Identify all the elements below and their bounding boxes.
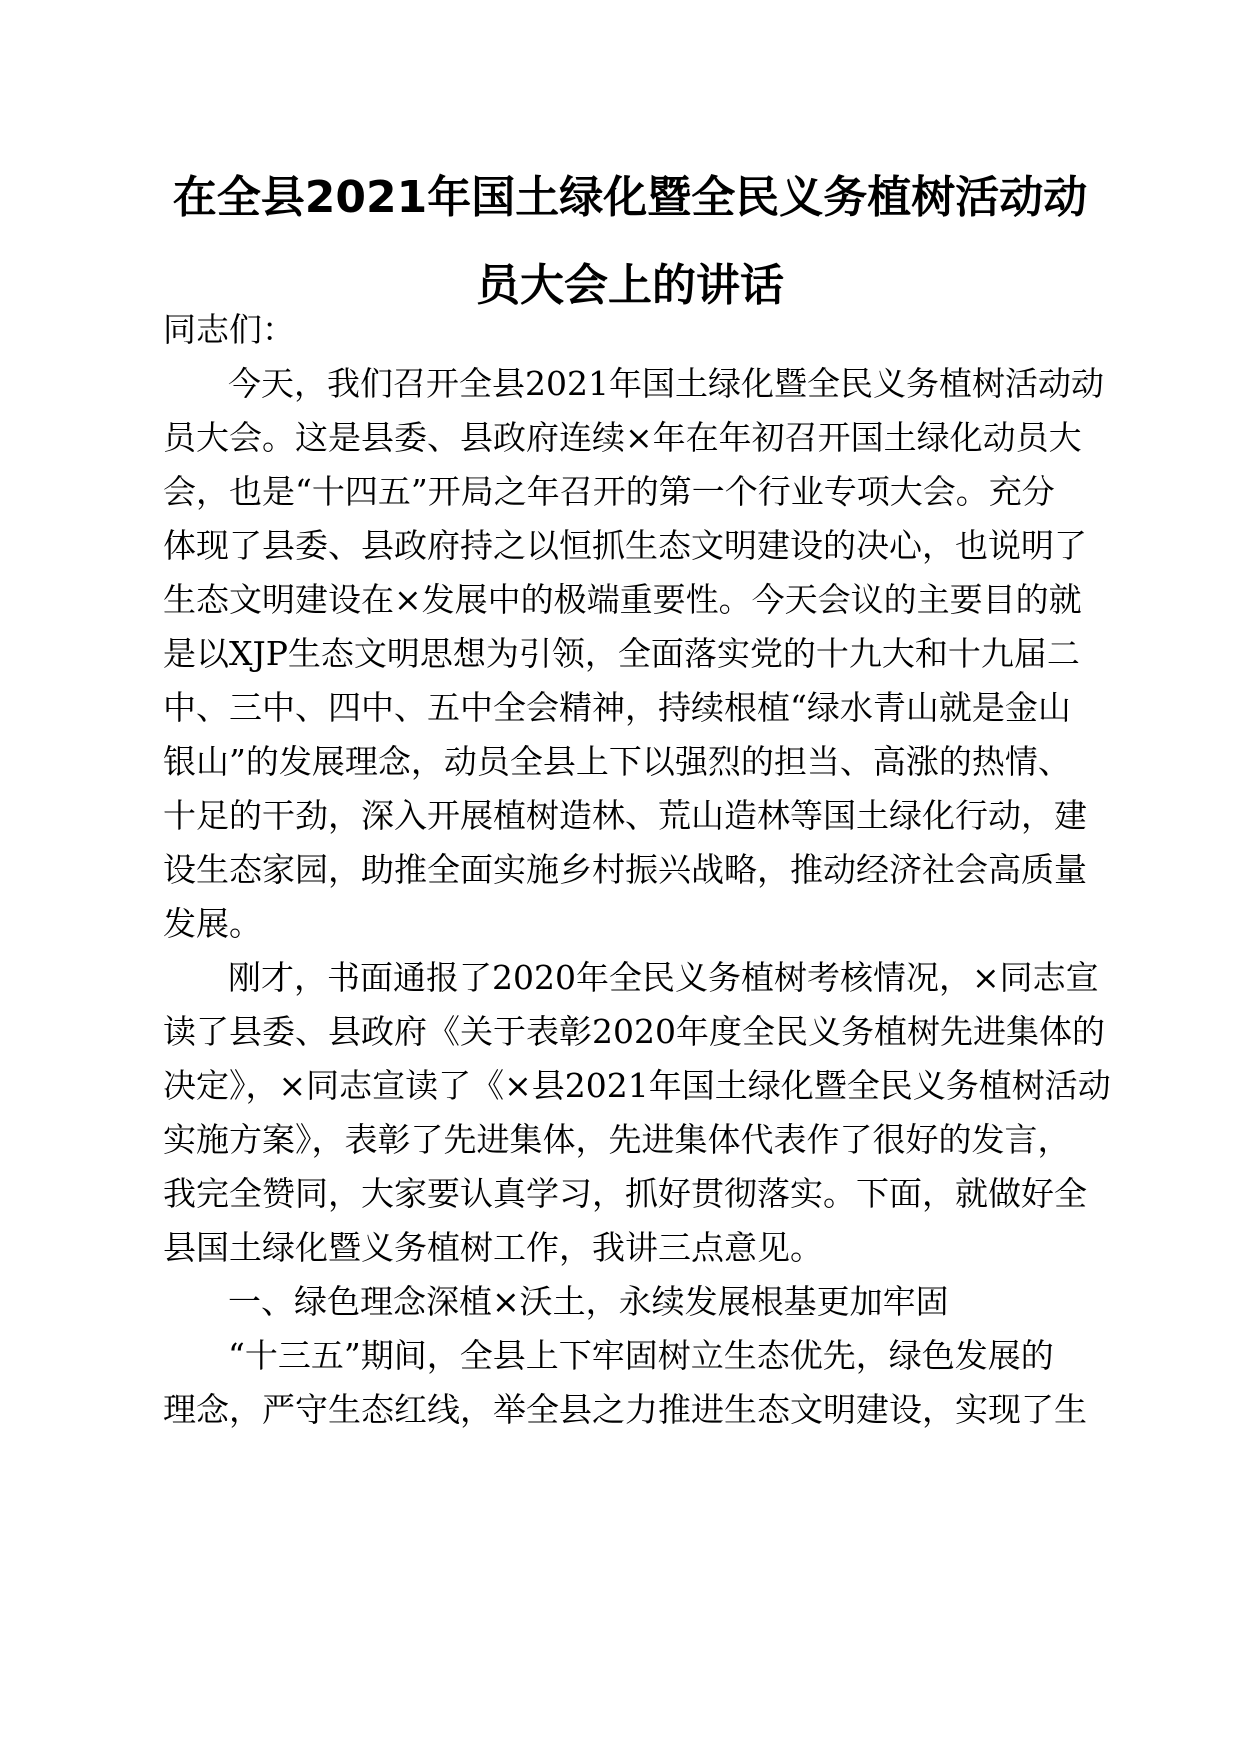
paragraph-line: 县国土绿化暨义务植树工作，我讲三点意见。 (163, 1228, 823, 1267)
paragraph-line: 理念，严守生态红线，举全县之力推进生态文明建设，实现了生 (163, 1390, 1087, 1429)
paragraph-line: 银山”的发展理念，动员全县上下以强烈的担当、高涨的热情、 (163, 742, 1071, 781)
paragraph-line: 我完全赞同，大家要认真学习，抓好贯彻落实。下面，就做好全 (163, 1174, 1087, 1213)
paragraph-line: 读了县委、县政府《关于表彰2020年度全民义务植树先进集体的 (163, 1012, 1105, 1051)
paragraph-line: 生态文明建设在×发展中的极端重要性。今天会议的主要目的就 (163, 580, 1082, 619)
paragraph-line: 会，也是“十四五”开局之年召开的第一个行业专项大会。充分 (163, 472, 1055, 511)
paragraph-line: 今天，我们召开全县2021年国土绿化暨全民义务植树活动动 (228, 364, 1104, 403)
document-title-line-2: 员大会上的讲话 (476, 260, 784, 311)
paragraph-line: 十足的干劲，深入开展植树造林、荒山造林等国土绿化行动，建 (163, 796, 1087, 835)
paragraph-line: 实施方案》，表彰了先进集体，先进集体代表作了很好的发言， (163, 1120, 1071, 1159)
paragraph-line: 发展。 (163, 904, 262, 943)
salutation: 同志们： (163, 310, 295, 349)
document-title-line-1: 在全县2021年国土绿化暨全民义务植树活动动 (172, 172, 1088, 223)
section-heading: 一、绿色理念深植×沃土，永续发展根基更加牢固 (228, 1282, 949, 1321)
paragraph-line: 中、三中、四中、五中全会精神，持续根植“绿水青山就是金山 (163, 688, 1071, 727)
paragraph-line: 体现了县委、县政府持之以恒抓生态文明建设的决心，也说明了 (163, 526, 1087, 565)
paragraph-line: 员大会。这是县委、县政府连续×年在年初召开国土绿化动员大 (163, 418, 1082, 457)
paragraph-line: 决定》，×同志宣读了《×县2021年国土绿化暨全民义务植树活动 (163, 1066, 1111, 1105)
paragraph-line: 刚才，书面通报了2020年全民义务植树考核情况，×同志宣 (228, 958, 1099, 997)
paragraph-line: “十三五”期间，全县上下牢固树立生态优先，绿色发展的 (228, 1336, 1054, 1375)
paragraph-line: 是以XJP生态文明思想为引领，全面落实党的十九大和十九届二 (163, 634, 1080, 673)
paragraph-line: 设生态家园，助推全面实施乡村振兴战略，推动经济社会高质量 (163, 850, 1087, 889)
